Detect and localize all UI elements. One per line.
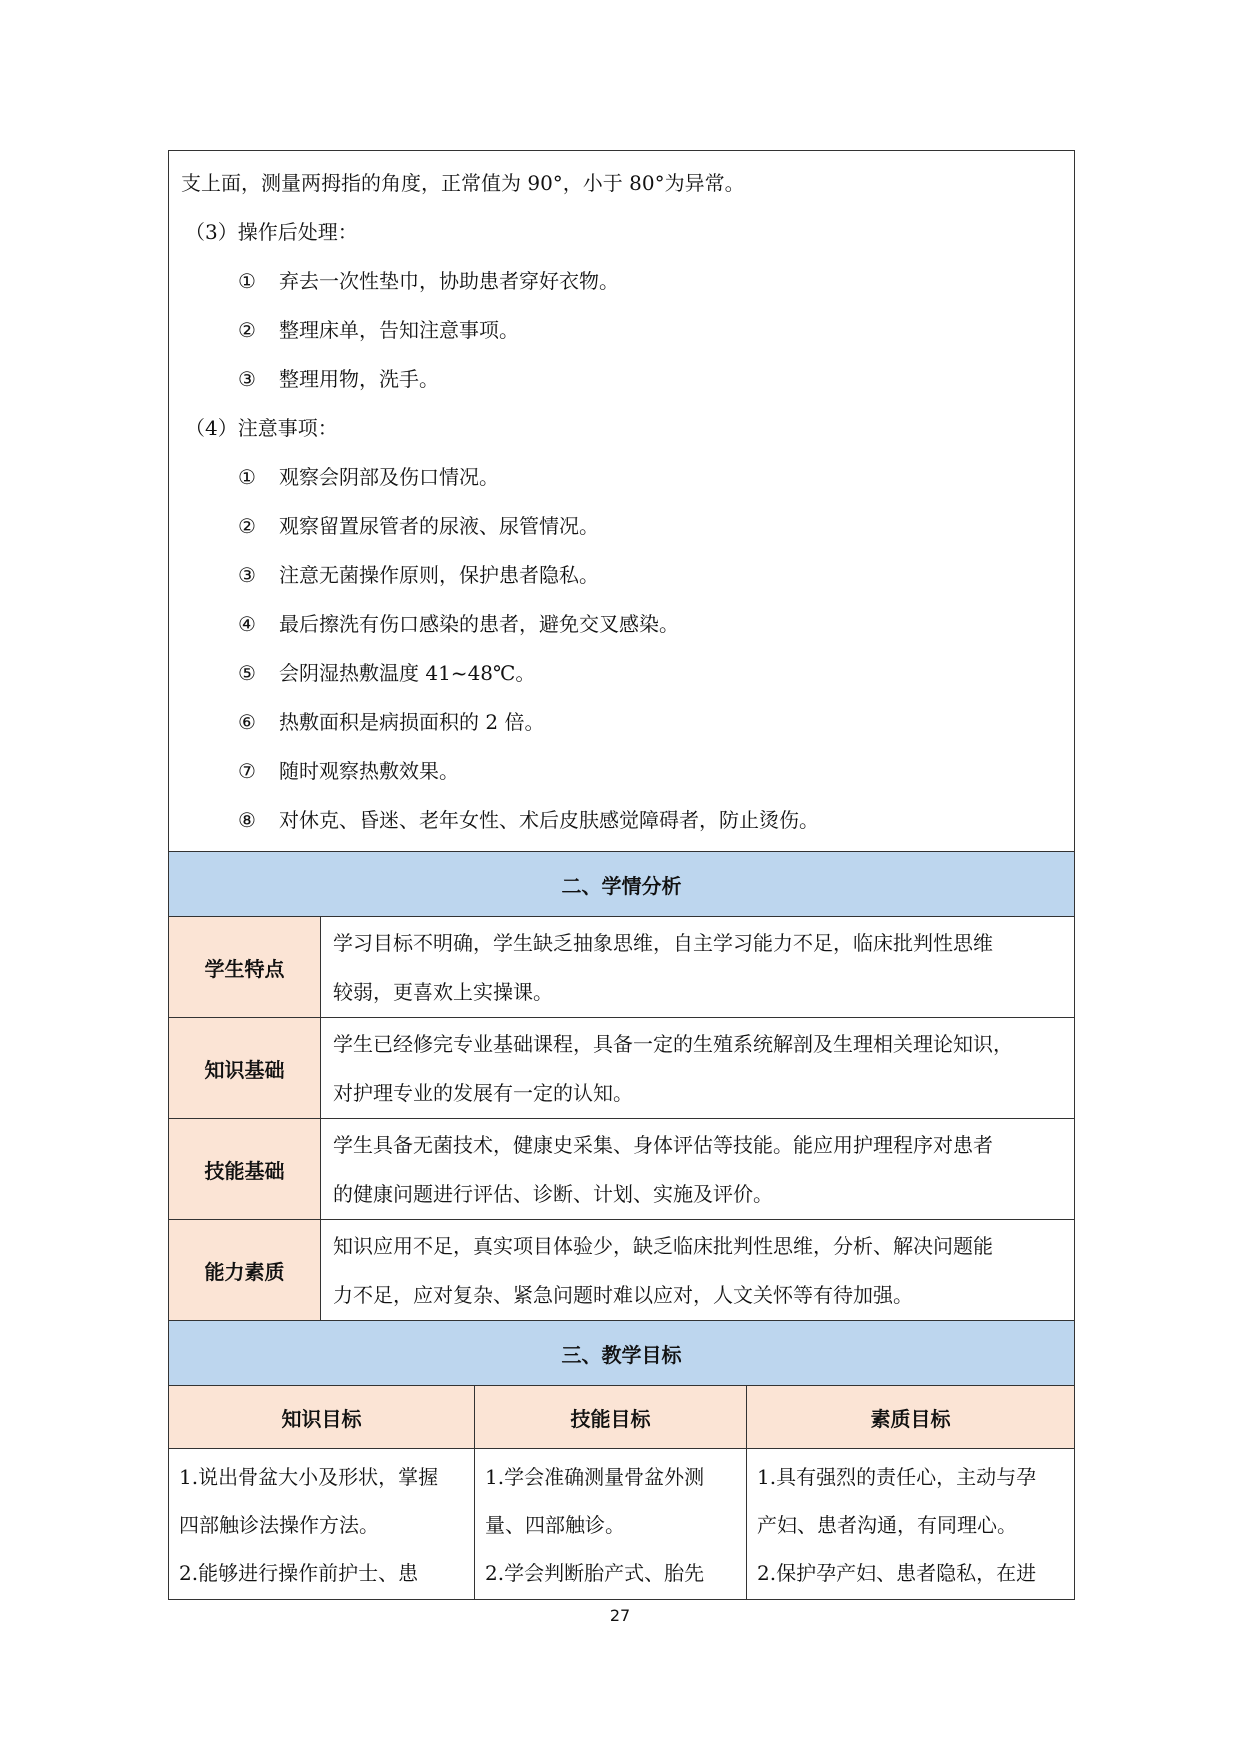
after-care-heading: （3）操作后处理： bbox=[185, 220, 358, 244]
item-number: ① bbox=[238, 465, 256, 489]
note-item bbox=[181, 796, 1062, 845]
analysis-label: 学生特点 bbox=[169, 917, 321, 1018]
skill-goal-heading: 技能目标 bbox=[475, 1386, 747, 1449]
item-text: 弃去一次性垫巾，协助患者穿好衣物。 bbox=[279, 269, 619, 293]
procedure-row bbox=[169, 151, 1075, 852]
analysis-label: 知识基础 bbox=[169, 1018, 321, 1119]
item-number: ③ bbox=[238, 563, 256, 587]
objectives-header-row bbox=[169, 1321, 1075, 1386]
knowledge-goal-content bbox=[169, 1449, 475, 1600]
analysis-row bbox=[169, 1018, 1075, 1119]
analysis-description bbox=[321, 1018, 1075, 1119]
analysis-description bbox=[321, 917, 1075, 1018]
description-line: 学生已经修完专业基础课程，具备一定的生殖系统解剖及生理相关理论知识， bbox=[333, 1032, 1013, 1056]
goal-line: 量、四部触诊。 bbox=[485, 1513, 625, 1537]
item-text: 对休克、昏迷、老年女性、术后皮肤感觉障碍者，防止烫伤。 bbox=[279, 808, 819, 832]
goal-line: 产妇、患者沟通，有同理心。 bbox=[757, 1513, 1017, 1537]
goal-line: 1.说出骨盆大小及形状，掌握 bbox=[179, 1465, 439, 1489]
description-line: 学习目标不明确，学生缺乏抽象思维，自主学习能力不足，临床批判性思维 bbox=[333, 931, 993, 955]
analysis-label: 技能基础 bbox=[169, 1119, 321, 1220]
item-number: ⑥ bbox=[238, 710, 256, 734]
note-item bbox=[181, 502, 1062, 551]
item-text: 整理用物，洗手。 bbox=[279, 367, 439, 391]
note-item bbox=[181, 649, 1062, 698]
after-care-item bbox=[181, 355, 1062, 404]
analysis-header-row bbox=[169, 852, 1075, 917]
item-text: 热敷面积是病损面积的 2 倍。 bbox=[279, 710, 545, 734]
description-line: 知识应用不足，真实项目体验少，缺乏临床批判性思维，分析、解决问题能 bbox=[333, 1234, 993, 1258]
goal-line: 2.能够进行操作前护士、患 bbox=[179, 1561, 419, 1585]
goal-line: 2.学会判断胎产式、胎先 bbox=[485, 1561, 705, 1585]
analysis-label: 能力素质 bbox=[169, 1220, 321, 1321]
description-line: 学生具备无菌技术，健康史采集、身体评估等技能。能应用护理程序对患者 bbox=[333, 1133, 993, 1157]
goal-line: 2.保护孕产妇、患者隐私，在进 bbox=[757, 1561, 1037, 1585]
description-line: 力不足，应对复杂、紧急问题时难以应对，人文关怀等有待加强。 bbox=[333, 1283, 913, 1307]
after-care-item bbox=[181, 257, 1062, 306]
note-item bbox=[181, 698, 1062, 747]
item-number: ② bbox=[238, 514, 256, 538]
after-care-item bbox=[181, 306, 1062, 355]
page-number: 27 bbox=[609, 1606, 631, 1625]
procedure-cell bbox=[169, 151, 1075, 852]
item-number: ④ bbox=[238, 612, 256, 636]
analysis-description bbox=[321, 1220, 1075, 1321]
goal-line: 四部触诊法操作方法。 bbox=[179, 1513, 379, 1537]
quality-goal-heading: 素质目标 bbox=[747, 1386, 1075, 1449]
note-item bbox=[181, 600, 1062, 649]
item-number: ⑤ bbox=[238, 661, 256, 685]
analysis-description bbox=[321, 1119, 1075, 1220]
analysis-row bbox=[169, 1220, 1075, 1321]
item-text: 观察留置尿管者的尿液、尿管情况。 bbox=[279, 514, 599, 538]
item-number: ⑧ bbox=[238, 808, 256, 832]
description-line: 较弱，更喜欢上实操课。 bbox=[333, 980, 553, 1004]
objectives-heading-row bbox=[169, 1386, 1075, 1449]
objectives-content-row bbox=[169, 1449, 1075, 1600]
description-line: 对护理专业的发展有一定的认知。 bbox=[333, 1081, 633, 1105]
item-number: ⑦ bbox=[238, 759, 256, 783]
notes-heading: （4）注意事项： bbox=[185, 416, 338, 440]
item-number: ① bbox=[238, 269, 256, 293]
item-text: 会阴湿热敷温度 41~48℃。 bbox=[279, 661, 536, 685]
section-title-objectives: 三、教学目标 bbox=[169, 1321, 1075, 1386]
item-text: 随时观察热敷效果。 bbox=[279, 759, 459, 783]
analysis-row bbox=[169, 917, 1075, 1018]
item-number: ② bbox=[238, 318, 256, 342]
section-title-analysis: 二、学情分析 bbox=[169, 852, 1075, 917]
description-line: 的健康问题进行评估、诊断、计划、实施及评价。 bbox=[333, 1182, 773, 1206]
procedure-continuation: 支上面，测量两拇指的角度，正常值为 90°，小于 80°为异常。 bbox=[181, 171, 745, 195]
note-item bbox=[181, 453, 1062, 502]
goal-line: 1.学会准确测量骨盆外测 bbox=[485, 1465, 705, 1489]
item-number: ③ bbox=[238, 367, 256, 391]
note-item bbox=[181, 551, 1062, 600]
analysis-row bbox=[169, 1119, 1075, 1220]
item-text: 整理床单，告知注意事项。 bbox=[279, 318, 519, 342]
knowledge-goal-heading: 知识目标 bbox=[169, 1386, 475, 1449]
note-item bbox=[181, 747, 1062, 796]
lesson-plan-table bbox=[168, 150, 1075, 1600]
skill-goal-content bbox=[475, 1449, 747, 1600]
item-text: 观察会阴部及伤口情况。 bbox=[279, 465, 499, 489]
item-text: 注意无菌操作原则，保护患者隐私。 bbox=[279, 563, 599, 587]
item-text: 最后擦洗有伤口感染的患者，避免交叉感染。 bbox=[279, 612, 679, 636]
goal-line: 1.具有强烈的责任心，主动与孕 bbox=[757, 1465, 1037, 1489]
quality-goal-content bbox=[747, 1449, 1075, 1600]
